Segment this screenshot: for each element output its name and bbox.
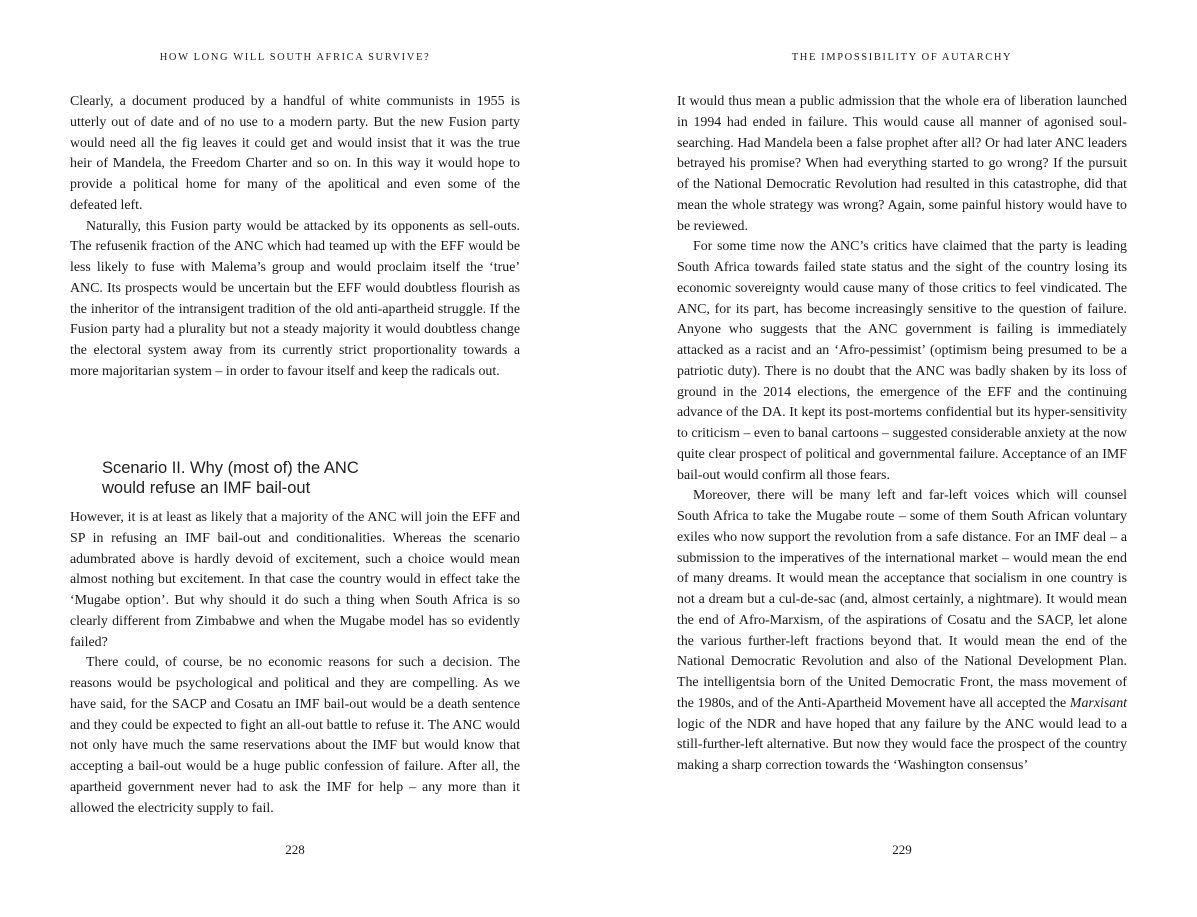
section-heading-line-1: Scenario II. Why (most of) the ANC (102, 459, 359, 477)
paragraph: Naturally, this Fusion party would be attacked by its opponents as sell-outs. The refusenik fraction of the ANC which had teamed up with the EFF would be less likely to fuse with Malema’s group and would proclaim itself the ‘true’ ANC. Its prospects would be uncertain but the EFF would doubtless flourish as the inheritor of the intransigent tradition of the old anti-apartheid struggle. If the Fusion party had a plurality but not a steady majority it would doubtless change the electoral system away from its currently strict proportionality towards a more majoritarian system – in order to favour itself and keep the radicals out. (70, 218, 520, 379)
paragraph-text: Moreover, there will be many left and far-left voices which will counsel South Africa to take the Mugabe route – some of them South African voluntary exiles who now support the revolution from a safe distance. For an IMF deal – a submission to the imperatives of the international market – would mean the end of many dreams. It would mean the acceptance that socialism in one country is not a dream but a cul-de-sac (and, almost certainly, a nightmare). It would mean the end of Afro-Marxism, of the aspirations of Cosatu and the SACP, let alone the various further-left fractions beyond that. It would mean the end of the National Democratic Revolution and also of the National Development Plan. The intelligentsia born of the United Democratic Front, the mass movement of the 1980s, and of the Anti-Apartheid Movement have all accepted the (677, 488, 1127, 711)
paragraph (677, 486, 1127, 777)
section-heading (102, 458, 502, 498)
paragraph: Clearly, a document produced by a handful of white communists in 1955 is utterly out of date and of no use to a modern party. But the new Fusion party would need all the fig leaves it could get and would insist that it was the true heir of Mandela, the Freedom Charter and so on. In this way it would hope to provide a political home for many of the apolitical and even some of the defeated left. (70, 94, 520, 213)
left-page (70, 0, 520, 917)
paragraph: There could, of course, be no economic reasons for such a decision. The reasons would be psychological and political and they are compelling. As we have said, for the SACP and Cosatu an IMF bail-out would be a death sentence and they could be expected to fight an all-out battle to refuse it. The ANC would not only have much the same reservations about the IMF but would know that accepting a bail-out would be a huge public confession of failure. After all, the apartheid government never had to ask the IMF for help – any more than it allowed the electricity supply to fail. (70, 655, 520, 816)
running-head-right: THE IMPOSSIBILITY OF AUTARCHY (791, 52, 1013, 63)
paragraph: For some time now the ANC’s critics have claimed that the party is leading South Africa towards failed state status and the sight of the country losing its economic sovereignty would cause many of those critics to feel vindicated. The ANC, for its part, has become increasingly sensitive to the question of failure. Anyone who suggests that the ANC government is failing is immediately attacked as a racist and an ‘Afro-pessimist’ (optimism being presumed to be a patriotic duty). There is no doubt that the ANC was badly shaken by its loss of ground in the 2014 elections, the emergence of the EFF and the continuing advance of the DA. It kept its post-mortems confidential but its hyper-sensitivity to criticism – even to banal cartoons – suggested considerable anxiety at the now quite clear prospect of political and governmental failure. Acceptance of an IMF bail-out would confirm all those fears. (677, 239, 1127, 483)
paragraph-text: logic of the NDR and have hoped that any failure by the ANC would lead to a still-further-left alternative. But now they would face the prospect of the country making a sharp correction towards the ‘Washington consensus’ (677, 716, 1127, 773)
body-text-bottom (70, 508, 520, 819)
page-number-right: 229 (892, 842, 912, 857)
paragraph: However, it is at least as likely that a majority of the ANC will join the EFF and SP in refusing an IMF bail-out and conditionalities. Whereas the scenario adumbrated above is hardly devoid of excitement, such a choice would mean almost nothing but excitement. In that case the country would in effect take the ‘Mugabe option’. But why should it do such a thing when South Africa is so clearly different from Zimbabwe and when the Mugabe model has so evidently failed? (70, 510, 520, 650)
running-head-left: HOW LONG WILL SOUTH AFRICA SURVIVE? (159, 52, 431, 63)
paragraph: It would thus mean a public admission that the whole era of liberation launched in 1994 had ended in failure. This would cause all manner of agonised soul-searching. Had Mandela been a false prophet after all? Or had later ANC leaders betrayed his promise? When had everything started to go wrong? If the pursuit of the National Democratic Revolution had resulted in this catastrophe, did that mean the whole strategy was wrong? Again, some painful history would have to be reviewed. (677, 94, 1127, 234)
body-text-top (70, 92, 520, 383)
right-page (677, 0, 1127, 917)
body-text-right (677, 92, 1127, 777)
section-heading-line-2: would refuse an IMF bail-out (102, 479, 311, 497)
page-number-left: 228 (285, 842, 305, 857)
italic-term: Marxisant (1069, 695, 1127, 711)
